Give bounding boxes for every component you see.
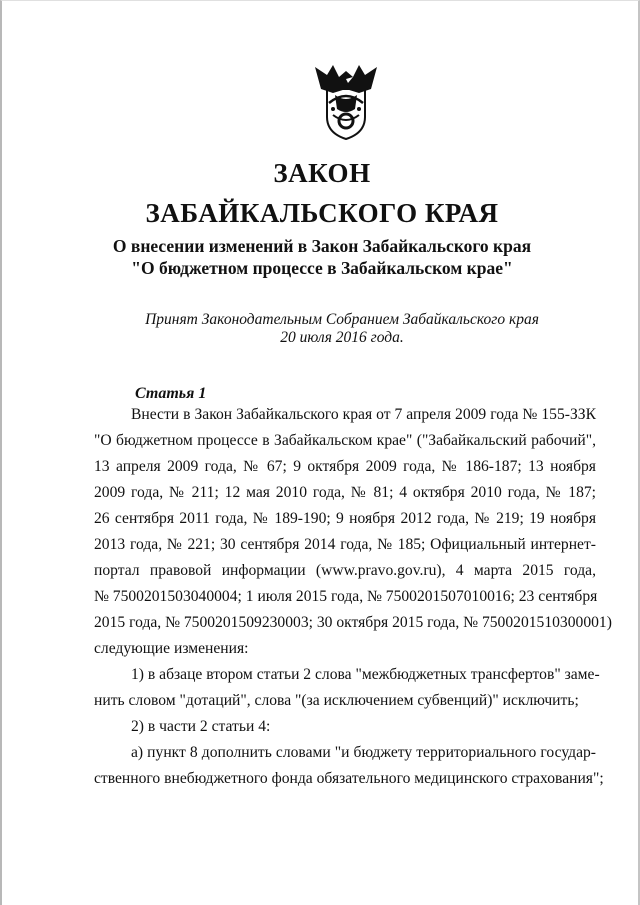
body-line: 2) в части 2 статьи 4:: [131, 718, 271, 735]
adoption-date: 20 июля 2016 года.: [280, 329, 404, 346]
coat-of-arms-icon: [313, 59, 379, 141]
body-line: 13 апреля 2009 года, № 67; 9 октября 2009 года, № 186-187; 13 ноября: [94, 458, 596, 475]
body-line: 2015 года, № 7500201509230003; 30 октября 2015 года, № 7500201510300001): [94, 614, 612, 631]
body-line: 1) в абзаце втором статьи 2 слова "межбюджетных трансфертов" заме-: [131, 666, 600, 683]
body-line: "О бюджетном процессе в Забайкальском крае" ("Забайкальский рабочий",: [94, 432, 596, 449]
body-line: а) пункт 8 дополнить словами "и бюджету территориального государ-: [131, 744, 596, 761]
body-line: Внести в Закон Забайкальского края от 7 апреля 2009 года № 155-ЗЗК: [131, 406, 596, 423]
issuer-title: ЗАБАЙКАЛЬСКОГО КРАЯ: [145, 198, 499, 228]
law-subject-line-2: "О бюджетном процессе в Забайкальском крае": [131, 258, 513, 278]
body-line: 2009 года, № 211; 12 мая 2010 года, № 81; 4 октября 2010 года, № 187;: [94, 484, 596, 501]
law-subject-line-1: О внесении изменений в Закон Забайкальского края: [112, 236, 532, 256]
document-type-title: ЗАКОН: [273, 158, 371, 188]
body-line: ственного внебюджетного фонда обязательного медицинского страхования";: [94, 770, 604, 787]
body-line: 2013 года, № 221; 30 сентября 2014 года, № 185; Официальный интернет-: [94, 536, 596, 553]
adoption-note-line-1: Принят Законодательным Собранием Забайкальского края: [145, 311, 539, 328]
body-line: 26 сентября 2011 года, № 189-190; 9 ноября 2012 года, № 219; 19 ноября: [94, 510, 596, 527]
body-line: портал правовой информации (www.pravo.gov.ru), 4 марта 2015 года,: [94, 562, 596, 579]
body-line: № 7500201503040004; 1 июля 2015 года, № 7500201507010016; 23 сентября: [94, 588, 598, 605]
body-line: нить словом "дотаций", слова "(за исключением субвенций)" исключить;: [94, 692, 579, 709]
article-heading: Статья 1: [135, 385, 207, 402]
body-line: следующие изменения:: [94, 640, 249, 657]
